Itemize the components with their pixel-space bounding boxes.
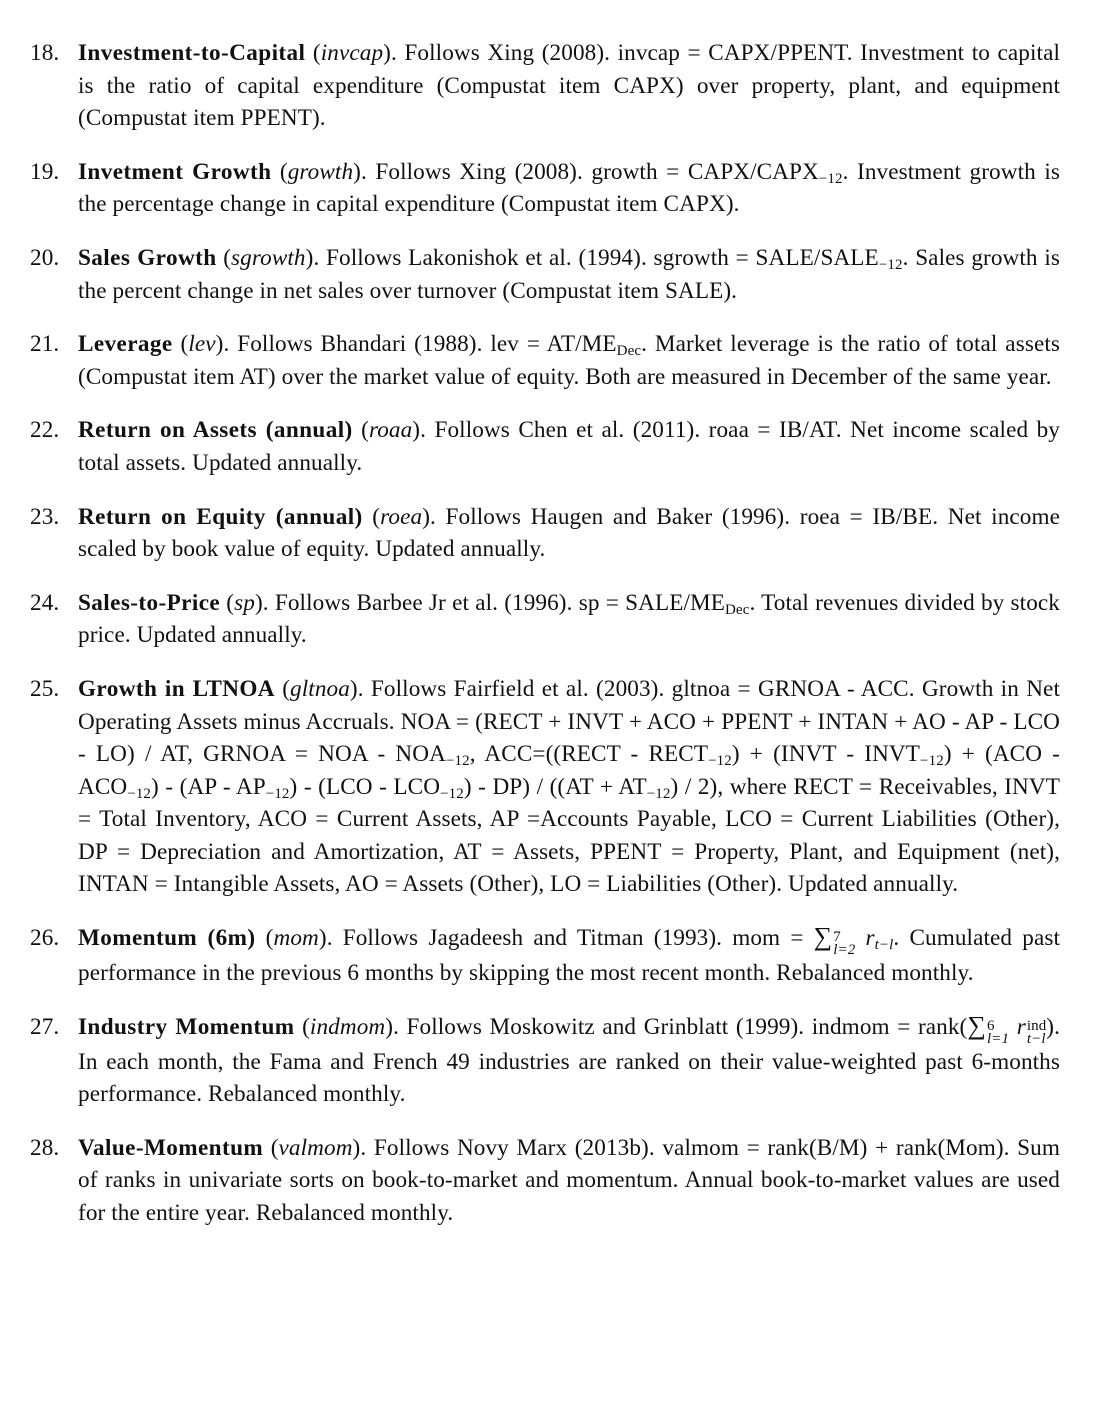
subscript: −12 bbox=[646, 785, 671, 802]
variable-abbreviation: sp bbox=[234, 589, 255, 616]
definition-text: ) - (LCO - LCO bbox=[289, 773, 441, 800]
variable-title: Invetment Growth bbox=[78, 158, 272, 185]
variable-abbreviation: indmom bbox=[309, 1013, 386, 1040]
definition-text: , ACC=((RECT - RECT bbox=[469, 741, 709, 768]
summation-symbol: ∑ bbox=[813, 922, 833, 952]
subscript: Dec bbox=[616, 343, 642, 360]
subscript: −12 bbox=[265, 785, 290, 802]
definition-text: . Cumulated past performance in the previous 6 months by skipping the most recent month. Rebalanced monthly. bbox=[78, 925, 1061, 987]
definition-text: ). Follows Moskowitz and Grinblatt (1999). indmom = rank( bbox=[385, 1013, 968, 1040]
definition-item bbox=[30, 414, 1060, 479]
superscript: ind bbox=[1026, 1017, 1047, 1034]
variable-title: Sales Growth bbox=[78, 244, 217, 271]
definition-text: ) - (AP - AP bbox=[151, 773, 266, 800]
definition-text: . Sales growth is the percent change in net sales over turnover (Compustat item SALE). bbox=[78, 244, 1060, 304]
definition-text: . Total revenues divided by stock price. Updated annually. bbox=[78, 589, 1060, 649]
definition-item bbox=[30, 501, 1060, 566]
definition-text: ). Follows Xing (2008). invcap = CAPX/PPENT. Investment to capital is the ratio of capital expenditure (Compustat item CAPX) over property, plant, and equipment (Compustat item PPENT). bbox=[78, 40, 1061, 132]
definition-item bbox=[30, 587, 1060, 652]
item-number: 20. bbox=[30, 244, 60, 271]
definition-text: ( bbox=[255, 925, 274, 952]
variable-definition-list bbox=[30, 37, 1060, 1230]
subscript: t−l bbox=[1026, 1030, 1046, 1047]
variable-title: Investment-to-Capital bbox=[78, 40, 306, 66]
math-variable: r bbox=[1009, 1013, 1026, 1040]
definition-text: ). Follows Lakonishok et al. (1994). sgrowth = SALE/SALE bbox=[305, 244, 879, 271]
variable-title: Industry Momentum bbox=[78, 1013, 295, 1040]
variable-title: Sales-to-Price bbox=[78, 589, 221, 616]
subscript: −12 bbox=[445, 753, 470, 770]
item-number: 28. bbox=[30, 1134, 60, 1161]
subscript: −12 bbox=[708, 753, 732, 770]
variable-abbreviation: invcap bbox=[320, 40, 384, 66]
variable-abbreviation: growth bbox=[287, 158, 354, 185]
variable-title: Value-Momentum bbox=[78, 1134, 264, 1161]
summation-limits bbox=[987, 1017, 1010, 1047]
definition-text: ( bbox=[216, 244, 232, 271]
math-scripts bbox=[1026, 1017, 1047, 1047]
item-number: 18. bbox=[30, 40, 60, 66]
definition-text: . Investment growth is the percentage change in capital expenditure (Compustat item CAPX). bbox=[78, 158, 1060, 218]
definition-text: ( bbox=[294, 1013, 310, 1040]
definition-item bbox=[30, 156, 1060, 221]
item-number: 24. bbox=[30, 589, 60, 616]
summation-symbol: ∑ bbox=[967, 1010, 987, 1040]
variable-title: Growth in LTNOA bbox=[78, 675, 275, 702]
item-number: 23. bbox=[30, 503, 60, 530]
variable-title: Momentum (6m) bbox=[78, 925, 256, 952]
variable-title: Leverage bbox=[78, 331, 173, 358]
variable-abbreviation: valmom bbox=[278, 1134, 353, 1161]
definition-text: ). Follows Novy Marx (2013b). valmom = rank(B/M) + rank(Mom). Sum of ranks in univariate sorts on book-to-market and momentum. Annual book-to-market values are used for the entire year. Rebalanced monthly. bbox=[78, 1134, 1061, 1227]
definition-text: ) / 2), where RECT = Receivables, INVT = Total Inventory, ACO = Current Assets, AP =Accounts Payable, LCO = Current Liabilities (Other), DP = Depreciation and Amortization, AT = Assets, PPENT = Property, Plant, and Equipment (net), INTAN = Intangible Assets, AO = Assets (Other), LO = Liabilities (Other). Updated annually. bbox=[78, 773, 1060, 898]
lower-limit: l=1 bbox=[987, 1030, 1010, 1047]
definition-item bbox=[30, 37, 1060, 135]
definition-text: ). Follows Xing (2008). growth = CAPX/CAPX bbox=[353, 158, 819, 185]
item-number: 25. bbox=[30, 675, 60, 702]
definition-text: ). Follows Haugen and Baker (1996). roea = IB/BE. Net income scaled by book value of equity. Updated annually. bbox=[78, 503, 1061, 563]
definition-item bbox=[30, 1011, 1060, 1111]
definition-text: ) + (ACO - ACO bbox=[78, 741, 1060, 800]
definition-item bbox=[30, 673, 1060, 901]
definition-text: ( bbox=[220, 589, 235, 616]
definition-text: ). Follows Jagadeesh and Titman (1993). mom = bbox=[318, 925, 814, 952]
variable-abbreviation: roaa bbox=[368, 417, 413, 444]
subscript: −12 bbox=[127, 785, 152, 802]
definition-text: ( bbox=[271, 158, 288, 185]
item-number: 19. bbox=[30, 158, 60, 185]
summation bbox=[967, 1010, 1010, 1047]
subscript: −12 bbox=[440, 785, 464, 802]
definition-text: ( bbox=[172, 331, 189, 358]
definition-text: ). Follows Barbee Jr et al. (1996). sp = SALE/ME bbox=[254, 589, 725, 616]
upper-limit: 6 bbox=[987, 1017, 995, 1034]
variable-abbreviation: sgrowth bbox=[231, 244, 306, 271]
variable-abbreviation: gltnoa bbox=[290, 675, 350, 702]
subscript: −12 bbox=[818, 170, 843, 187]
variable-title: Return on Equity (annual) bbox=[78, 503, 363, 530]
variable-title: Return on Assets (annual) bbox=[78, 417, 353, 444]
definition-item bbox=[30, 242, 1060, 307]
item-number: 27. bbox=[30, 1013, 60, 1040]
item-number: 26. bbox=[30, 925, 60, 952]
definition-text: ( bbox=[274, 675, 291, 702]
definition-text: ( bbox=[362, 503, 381, 530]
definition-text: ( bbox=[263, 1134, 279, 1161]
definition-text: ). In each month, the Fama and French 49 industries are ranked on their value-weighted past 6-months performance. Rebalanced monthly. bbox=[78, 1013, 1061, 1108]
subscript: −12 bbox=[878, 256, 903, 273]
definition-item bbox=[30, 922, 1060, 990]
variable-abbreviation: roea bbox=[380, 503, 423, 530]
definition-text: . Market leverage is the ratio of total assets (Compustat item AT) over the market value of equity. Both are measured in December of the same year. bbox=[78, 331, 1060, 390]
definition-text: ( bbox=[305, 40, 321, 66]
math-variable: r bbox=[855, 925, 875, 952]
item-number: 21. bbox=[30, 331, 60, 358]
definition-item bbox=[30, 1132, 1060, 1230]
definition-text: ). Follows Fairfield et al. (2003). gltnoa = GRNOA - ACC. Growth in Net Operating Assets minus Accruals. NOA = (RECT + INVT + ACO + PPENT + INTAN + AO - AP - LCO - LO) / AT, GRNOA = NOA - NOA bbox=[78, 675, 1060, 768]
subscript: Dec bbox=[725, 601, 750, 618]
item-number: 22. bbox=[30, 417, 60, 444]
definition-item bbox=[30, 328, 1060, 393]
math-subscript: t−l bbox=[874, 937, 894, 954]
definition-text: ). Follows Bhandari (1988). lev = AT/ME bbox=[215, 331, 617, 358]
lower-limit: l=2 bbox=[833, 942, 856, 959]
variable-abbreviation: mom bbox=[273, 925, 319, 952]
upper-limit: 7 bbox=[833, 929, 841, 946]
summation bbox=[813, 922, 856, 959]
definition-text: ) + (INVT - INVT bbox=[731, 741, 921, 768]
variable-abbreviation: lev bbox=[188, 331, 216, 358]
summation-limits bbox=[833, 931, 855, 957]
subscript: −12 bbox=[920, 753, 944, 770]
definition-text: ( bbox=[352, 417, 369, 444]
definition-text: ) - DP) / ((AT + AT bbox=[463, 773, 647, 800]
definition-text: ). Follows Chen et al. (2011). roaa = IB/AT. Net income scaled by total assets. Updated annually. bbox=[78, 417, 1060, 476]
